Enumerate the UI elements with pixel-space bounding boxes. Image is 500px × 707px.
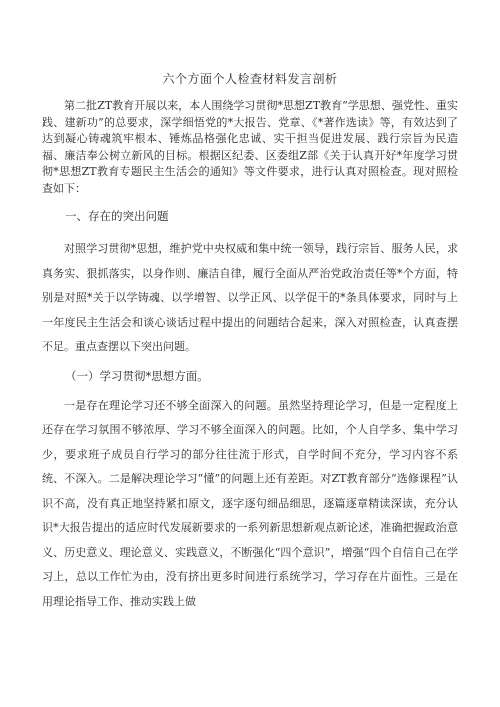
document-title: 六个方面个人检查材料发言剖析 (162, 72, 338, 86)
subsection-heading-study: （一）学习贯彻*思想方面。 (65, 368, 209, 383)
section-paragraph-problems: 对照学习贯彻*思想，维护党中央权威和集中统一领导，践行宗旨、服务人民，求真务实、狠抓落实，以身作则、廉洁自律，履行全面从严治党政治责任等*个方面，特别是对照*关于以学铸魂、以学增智、以学正风、以学促干的*条具体要求，同时与上一年度民主生活会和谈心谈话过程中提出的问题结合起来，深入对照检查，认真查摆不足。重点查摆以下突出问题。 (42, 242, 458, 353)
section-heading-problems: 一、存在的突出问题 (65, 209, 169, 223)
intro-paragraph: 第二批ZT教育开展以来，本人围绕学习贯彻*思想ZT教育“学思想、强党性、重实践、建新功”的总要求，深学细悟党的*大报告、党章、《*著作选读》等，有效达到了达到凝心铸魂筑牢根本、锤炼品格强化忠诚、实干担当促进发展、践行宗旨为民造福、廉洁奉公树立新风的目标。根据区纪委、区委组Z部《关于认真开好*年度学习贯彻*思想ZT教育专题民主生活会的通知》等文件要求，进行认真对照检查。现对照检查如下： (42, 99, 458, 195)
subsection-paragraph-study: 一是存在理论学习还不够全面深入的问题。虽然坚持理论学习，但是一定程度上还存在学习氛围不够浓厚、学习不够全面深入的问题。比如，个人自学多、集中学习少，要求班子成员自行学习的部分往往流于形式，自学时间不充分，学习内容不系统、不深入。二是解决理论学习“懂”的问题上还有差距。对ZT教育部分“选修课程”认识不高，没有真正地坚持紧扣原文，逐字逐句细品细思，逐篇逐章精读深读，充分认识*大报告提出的适应时代发展新要求的一系列新思想新观点新论述，准确把握政治意义、历史意义、理论意义、实践意义，不断强化“四个意识”，增强“四个自信自己在学习上，总以工作忙为由，没有挤出更多时间进行系统学习，学习存在片面性。三是在用理论指导工作、推动实践上做 (42, 398, 458, 608)
